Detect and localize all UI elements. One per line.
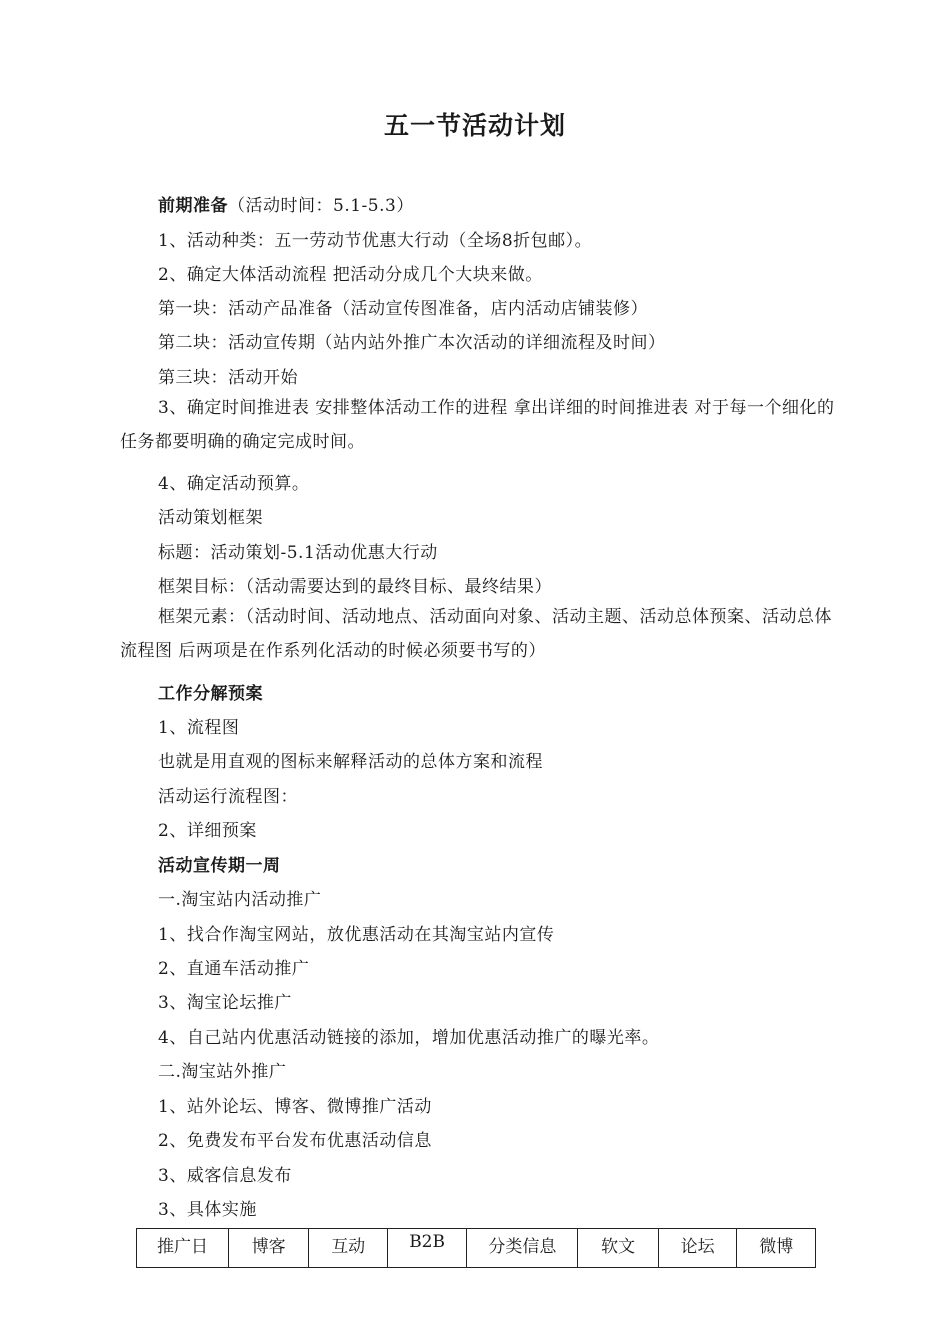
- text-line: 2、免费发布平台发布优惠活动信息: [158, 1131, 432, 1151]
- promotion-table: [136, 1228, 816, 1268]
- text-line: 第二块：活动宣传期（站内站外推广本次活动的详细流程及时间）: [158, 333, 666, 353]
- table-header-cell: 互动: [309, 1229, 388, 1268]
- text-line: 标题：活动策划-5.1活动优惠大行动: [158, 543, 438, 563]
- table-header-cell: 论坛: [658, 1229, 737, 1268]
- section-heading: 活动宣传期一周: [158, 856, 281, 876]
- text-line: 3、威客信息发布: [158, 1166, 292, 1186]
- prep-note: （活动时间：5.1-5.3）: [228, 196, 414, 216]
- table-header-cell: 软文: [578, 1229, 658, 1268]
- page-title: 五一节活动计划: [383, 111, 566, 140]
- text-line: 框架目标：（活动需要达到的最终目标、最终结果）: [158, 577, 552, 597]
- prep-heading: 前期准备: [158, 196, 228, 216]
- text-line: 2、直通车活动推广: [158, 959, 310, 979]
- section-heading: 工作分解预案: [158, 684, 263, 704]
- table-header-row: [137, 1229, 816, 1268]
- text-line: 2、确定大体活动流程 把活动分成几个大块来做。: [158, 265, 543, 285]
- table-header-cell: 博客: [228, 1229, 308, 1268]
- text-line: 4、自己站内优惠活动链接的添加，增加优惠活动推广的曝光率。: [158, 1028, 660, 1048]
- text-line: 1、站外论坛、博客、微博推广活动: [158, 1097, 432, 1117]
- paragraph-framework: 框架元素：（活动时间、活动地点、活动面向对象、活动主题、活动总体预案、活动总体流程图 后两项是在作系列化活动的时候必须要书写的）: [120, 607, 832, 661]
- text-line: 也就是用直观的图标来解释活动的总体方案和流程: [158, 752, 543, 772]
- text-line: 活动运行流程图：: [158, 787, 298, 807]
- prep-line: [158, 191, 414, 216]
- table-header-cell: B2B: [387, 1229, 466, 1268]
- text-line: 4、确定活动预算。: [158, 474, 310, 494]
- text-line: 1、活动种类：五一劳动节优惠大行动（全场8折包邮）。: [158, 231, 593, 251]
- text-line: 活动策划框架: [158, 508, 263, 528]
- text-line: 第三块：活动开始: [158, 368, 298, 388]
- table-header-cell: 微博: [737, 1229, 816, 1268]
- text-line: 第一块：活动产品准备（活动宣传图准备，店内活动店铺装修）: [158, 299, 648, 319]
- text-line: 1、流程图: [158, 718, 240, 738]
- text-line: 1、找合作淘宝网站，放优惠活动在其淘宝站内宣传: [158, 925, 555, 945]
- text-line: 二.淘宝站外推广: [158, 1062, 287, 1082]
- table-header-cell: 推广日: [137, 1229, 229, 1268]
- text-line: 3、淘宝论坛推广: [158, 993, 292, 1013]
- text-line: 2、详细预案: [158, 821, 257, 841]
- text-line: 3、具体实施: [158, 1200, 257, 1220]
- text-line: 一.淘宝站内活动推广: [158, 890, 322, 910]
- paragraph-timeline: 3、确定时间推进表 安排整体活动工作的进程 拿出详细的时间推进表 对于每一个细化的任务都要明确的确定完成时间。: [120, 398, 835, 452]
- table-header-cell: 分类信息: [467, 1229, 578, 1268]
